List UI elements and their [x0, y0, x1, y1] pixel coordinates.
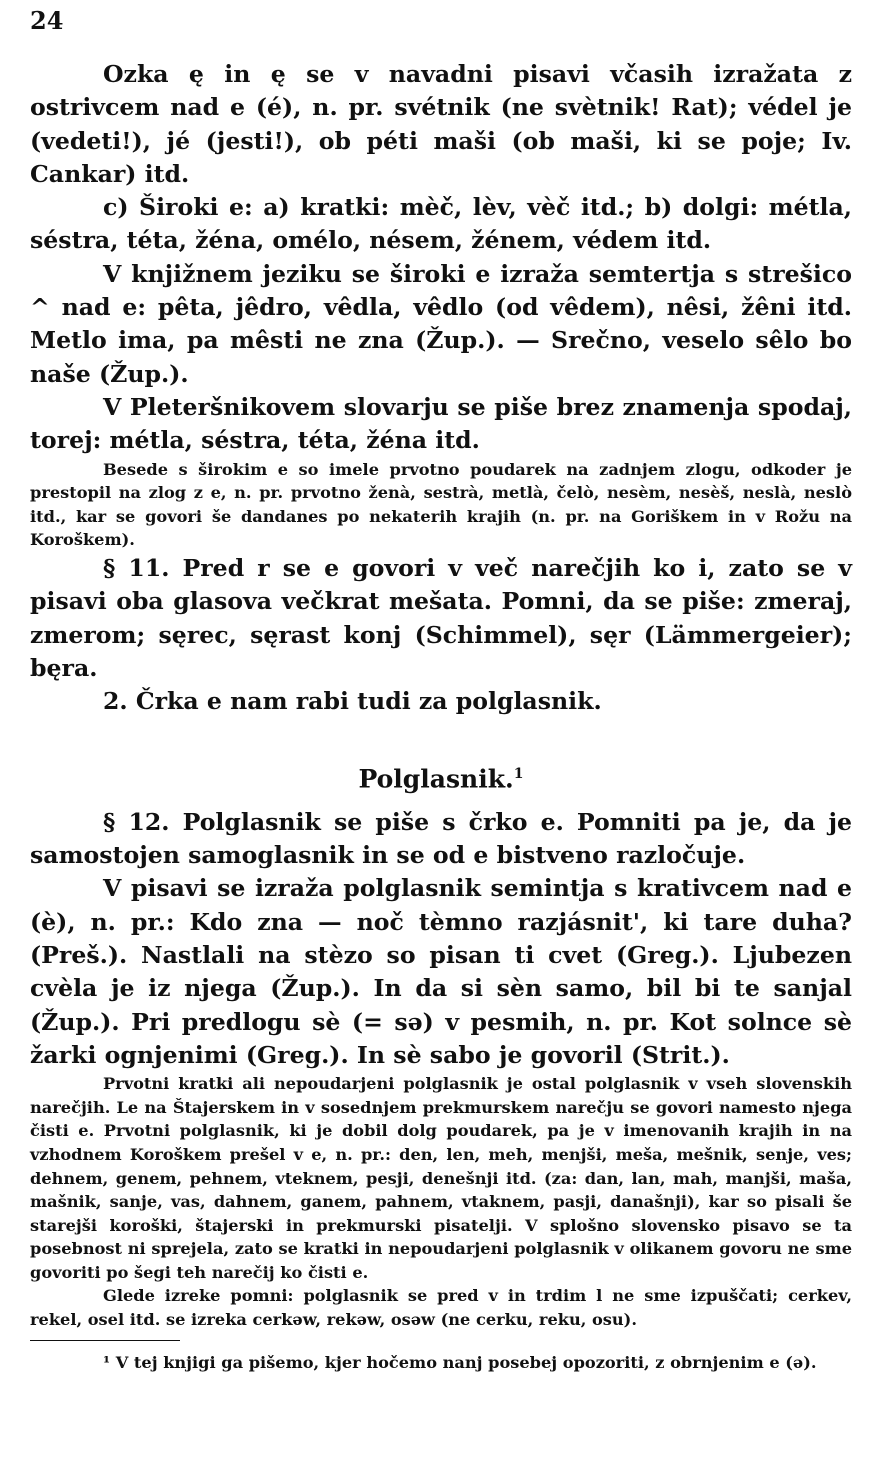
- paragraph: V Pleteršnikovem slovarju se piše brez znamenja spodaj, torej: métla, séstra, téta, žéna itd.: [30, 392, 852, 455]
- main-text-top: [30, 58, 852, 458]
- paragraph: § 12. Polglasnik se piše s črko e. Pomniti pa je, da je samostojen samoglasnik in se od e bistveno razločuje.: [30, 807, 852, 870]
- footnote: [30, 1351, 852, 1375]
- paragraph: § 11. Pred r se e govori v več narečjih ko i, zato se v pisavi oba glasova večkrat mešata. Pomni, da se piše: zmeraj, zmerom; sęrec, sęrast konj (Schimmel), sęr (Lämmergeier); bęra.: [30, 553, 852, 682]
- section-heading: [30, 758, 852, 795]
- paragraph: V knjižnem jeziku se široki e izraža semtertja s strešico ^ nad e: pêta, jêdro, vêdla, vêdlo (od vêdem), nêsi, žêni itd. Metlo ima, pa mêsti ne zna (Žup.). — Srečno, veselo sêlo bo naše (Žup.).: [30, 259, 852, 388]
- small-print-note: [30, 1072, 852, 1332]
- note-paragraph: Glede izreke pomni: polglasnik se pred v in trdim l ne sme izpuščati; cerkev, rekel, osel itd. se izreka cerkəw, rekəw, osəw (ne cerku, reku, osu).: [30, 1286, 852, 1330]
- footnote-mark: 1: [513, 766, 524, 783]
- paragraph: 2. Črka e nam rabi tudi za polglasnik.: [103, 687, 602, 716]
- paragraph: c) Široki e: a) kratki: mèč, lèv, vèč itd.; b) dolgi: métla, séstra, téta, žéna, omélo, nésem, žénem, védem itd.: [30, 193, 852, 255]
- page-number: 24: [30, 6, 64, 35]
- note-paragraph: Besede s širokim e so imele prvotno poudarek na zadnjem zlogu, odkoder je prestopil na zlog z e, n. pr. prvotno ženà, sestrà, metlà, čelò, nesèm, nesèš, neslà, neslò itd., kar se govori še dandanes po nekaterih krajih (n. pr. na Goriškem in v Rožu na Koroškem).: [30, 459, 852, 550]
- heading-text: Polglasnik.: [358, 764, 514, 794]
- paragraph: V pisavi se izraža polglasnik semintja s krativcem nad e (è), n. pr.: Kdo zna — noč tèmno razjásnit', ki tare duha? (Preš.). Nastlali na stèzo so pisan ti cvet (Greg.). Ljubezen cvèla je iz njega (Žup.). In da si sèn samo, bil bi te sanjal (Žup.). Pri predlogu sè (= sə) v pesmih, n. pr. Kot solnce sè žarki ognjenimi (Greg.). In sè sabo je govoril (Strit.).: [30, 874, 852, 1069]
- footnote-divider: [30, 1340, 180, 1341]
- footnote-text: ¹ V tej knjigi ga pišemo, kjer hočemo nanj posebej opozoriti, z obrnjenim e (ə).: [103, 1352, 817, 1372]
- paragraph: Ozka ę in ę se v navadni pisavi včasih izražata z ostrivcem nad e (é), n. pr. svétnik (ne svètnik! Rat); védel je (vedeti!), jé (jesti!), ob péti maši (ob maši, ki se poje; Iv. Cankar) itd.: [30, 60, 852, 188]
- main-text-mid: [30, 552, 852, 718]
- note-paragraph: Prvotni kratki ali nepoudarjeni polglasnik je ostal polglasnik v vseh slovenskih narečjih. Le na Štajerskem in v sosednjem prekmurskem narečju se govori namesto njega čisti e. Prvotni polglasnik, ki je dobil dolg poudarek, pa je v imenovanih krajih in na vzhodnem Koroškem prešel v e, n. pr.: den, len, meh, menjši, meša, mešnik, senje, ves; dehnem, genem, pehnem, vteknem, pesji, denešnji itd. (za: dan, lan, mah, manjši, maša, mašnik, sanje, vas, dahnem, ganem, pahnem, vtaknem, pasji, današnji), kar so pisali še starejši koroški, štajerski in prekmurski pisatelji. V splošno slovensko pisavo se ta posebnost ni sprejela, zato se kratki in nepoudarjeni polglasnik v olikanem govoru ne sme govoriti po šegi teh narečij ko čisti e.: [30, 1074, 852, 1282]
- page-content: [30, 58, 852, 1375]
- main-text-bottom: [30, 806, 852, 1072]
- small-print-note: [30, 458, 852, 552]
